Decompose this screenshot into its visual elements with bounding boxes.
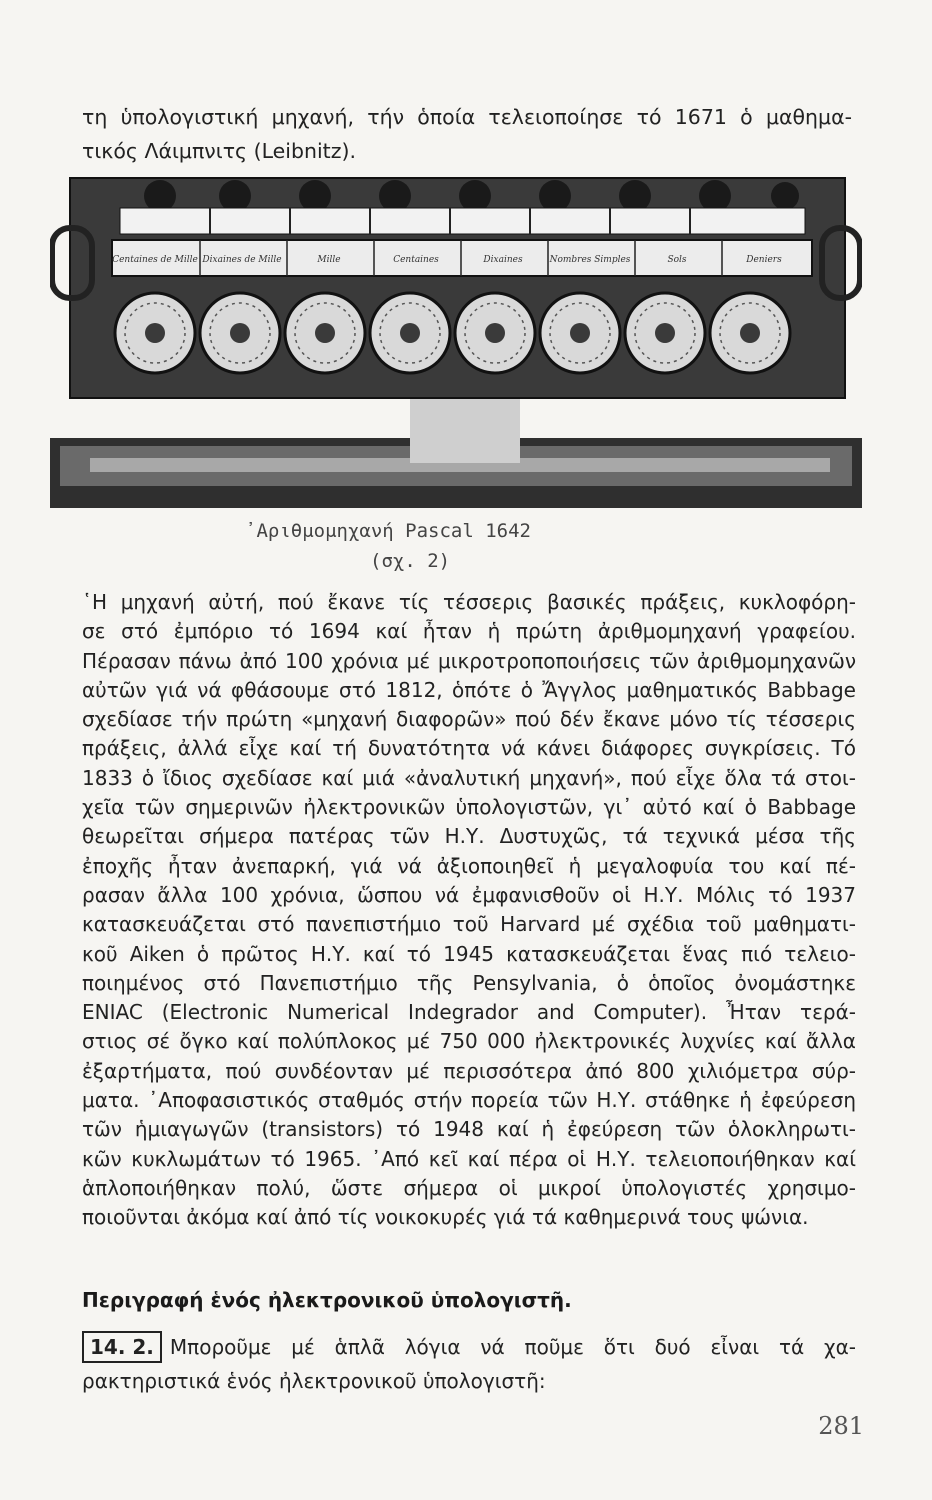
pascal-calculator-photo: [50, 168, 862, 520]
section-heading: Περιγραφή ἑνός ἠλεκτρονικοῦ ὑπολογιστῆ.: [82, 1288, 572, 1312]
text-line: ποιοῦνται ἀκόμα καί ἀπό τίς νοικοκυρές γιά τά καθημερινά τους ψώνια.: [82, 1205, 809, 1230]
figure-label: Sols: [667, 255, 687, 265]
page-number: 281: [818, 1412, 864, 1440]
text-line: κῶν κυκλωμάτων τό 1965. ᾿Από κεῖ καί πέρα οἱ Η.Υ. τελειοποιήθηκαν καί: [82, 1146, 856, 1171]
text-line: θεωρεῖται σήμερα πατέρας τῶν Η.Υ. Δυστυχῶς, τά τεχνικά μέσα τῆς: [82, 824, 856, 849]
caption-title: ᾿Αριθμομηχανή Pascal 1642: [245, 520, 531, 542]
main-paragraph: [82, 588, 856, 1233]
caption-figure-ref: (σχ. 2): [370, 550, 451, 572]
text-line: τικός Λάιμπνιτς (Leibnitz).: [82, 139, 356, 163]
section-text-line: ρακτηριστικά ἑνός ἠλεκτρονικοῦ ὑπολογιστῆ:: [82, 1369, 546, 1393]
text-line: κοῦ Aiken ὁ πρῶτος Η.Υ. καί τό 1945 κατασκευάζεται ἕνας πιό τελειο-: [82, 941, 856, 966]
figure-label: Centaines de Mille: [112, 255, 198, 265]
top-paragraph: [82, 100, 852, 168]
text-line: ρασαν ἄλλα 100 χρόνια, ὥσπου νά ἐμφανισθοῦν οἱ Η.Υ. Μόλις τό 1937: [82, 882, 856, 907]
text-line: στιος σέ ὄγκο καί πολύπλοκος μέ 750 000 ἠλεκτρονικές λυχνίες καί ἄλλα: [82, 1029, 856, 1054]
text-line: ῾Η μηχανή αὐτή, πού ἔκανε τίς τέσσερις βασικές πράξεις, κυκλοφόρη-: [82, 590, 856, 614]
text-line: ἐποχῆς ἦταν ἀνεπαρκή, γιά νά ἀξιοποιηθεῖ ἡ μεγαλοφυία του καί πέ-: [82, 853, 856, 878]
text-line: σχεδίασε τήν πρώτη «μηχανή διαφορῶν» πού δέν ἔκανε μόνο τίς τέσσερις: [82, 707, 856, 732]
section-paragraph: [82, 1330, 856, 1398]
text-line: 1833 ὁ ἴδιος σχεδίασε καί μιά «ἀναλυτική μηχανή», πού εἶχε ὅλα τά στοι-: [82, 765, 856, 790]
text-line: σε στό ἐμπόριο τό 1694 καί ἦταν ἡ πρώτη ἀριθμομηχανή γραφείου.: [82, 619, 856, 644]
text-line: ENIAC (Electronic Numerical Indegrador and Computer). Ἦταν τερά-: [82, 1000, 856, 1025]
calculator-illustration: [50, 168, 862, 520]
figure-label: Mille: [317, 255, 341, 265]
text-line: Πέρασαν πάνω ἀπό 100 χρόνια μέ μικροτροποποιήσεις τῶν ἀριθμομηχανῶν: [82, 648, 856, 673]
figure-label: Dixaines: [483, 255, 523, 265]
text-line: ἁπλοποιήθηκαν πολύ, ὥστε σήμερα οἱ μικροί ὑπολογιστές χρησιμο-: [82, 1175, 856, 1200]
text-line: ποιημένος στό Πανεπιστήμιο τῆς Pensylvania, ὁ ὁποῖος ὀνομάστηκε: [82, 970, 856, 995]
section-text-line: Μποροῦμε μέ ἁπλᾶ λόγια νά ποῦμε ὅτι δυό εἶναι τά χα-: [169, 1335, 856, 1359]
text-line: πράξεις, ἀλλά εἶχε καί τή δυνατότητα νά κάνει διάφορες συγκρίσεις. Τό: [82, 736, 856, 761]
text-line: τη ὑπολογιστική μηχανή, τήν ὁποία τελειοποίησε τό 1671 ὁ μαθημα-: [82, 105, 852, 129]
text-line: ματα. ᾿Αποφασιστικός σταθμός στήν πορεία τῶν Η.Υ. στάθηκε ἡ ἐφεύρεση: [82, 1088, 856, 1113]
text-line: τῶν ἡμιαγωγῶν (transistors) τό 1948 καί ἡ ἐφεύρεση τῶν ὁλοκληρωτι-: [82, 1117, 856, 1142]
text-line: χεῖα τῶν σημερινῶν ἠλεκτρονικῶν ὑπολογιστῶν, γι᾿ αὐτό καί ὁ Babbage: [82, 795, 856, 820]
figure-label: Deniers: [746, 255, 782, 265]
figure-label: Nombres Simples: [549, 255, 631, 265]
figure-caption: [245, 516, 645, 576]
section-number: 14. 2.: [82, 1331, 162, 1363]
figure-label: Centaines: [393, 255, 439, 265]
text-line: αὐτῶν γιά νά φθάσουμε στό 1812, ὁπότε ὁ Ἄγγλος μαθηματικός Babbage: [82, 677, 856, 702]
figure-label: Dixaines de Mille: [202, 255, 282, 265]
text-line: κατασκευάζεται στό πανεπιστήμιο τοῦ Harvard μέ σχέδια τοῦ μαθηματι-: [82, 912, 856, 937]
text-line: ἐξαρτήματα, πού συνδέονταν μέ περισσότερα ἀπό 800 χιλιόμετρα σύρ-: [82, 1058, 856, 1083]
